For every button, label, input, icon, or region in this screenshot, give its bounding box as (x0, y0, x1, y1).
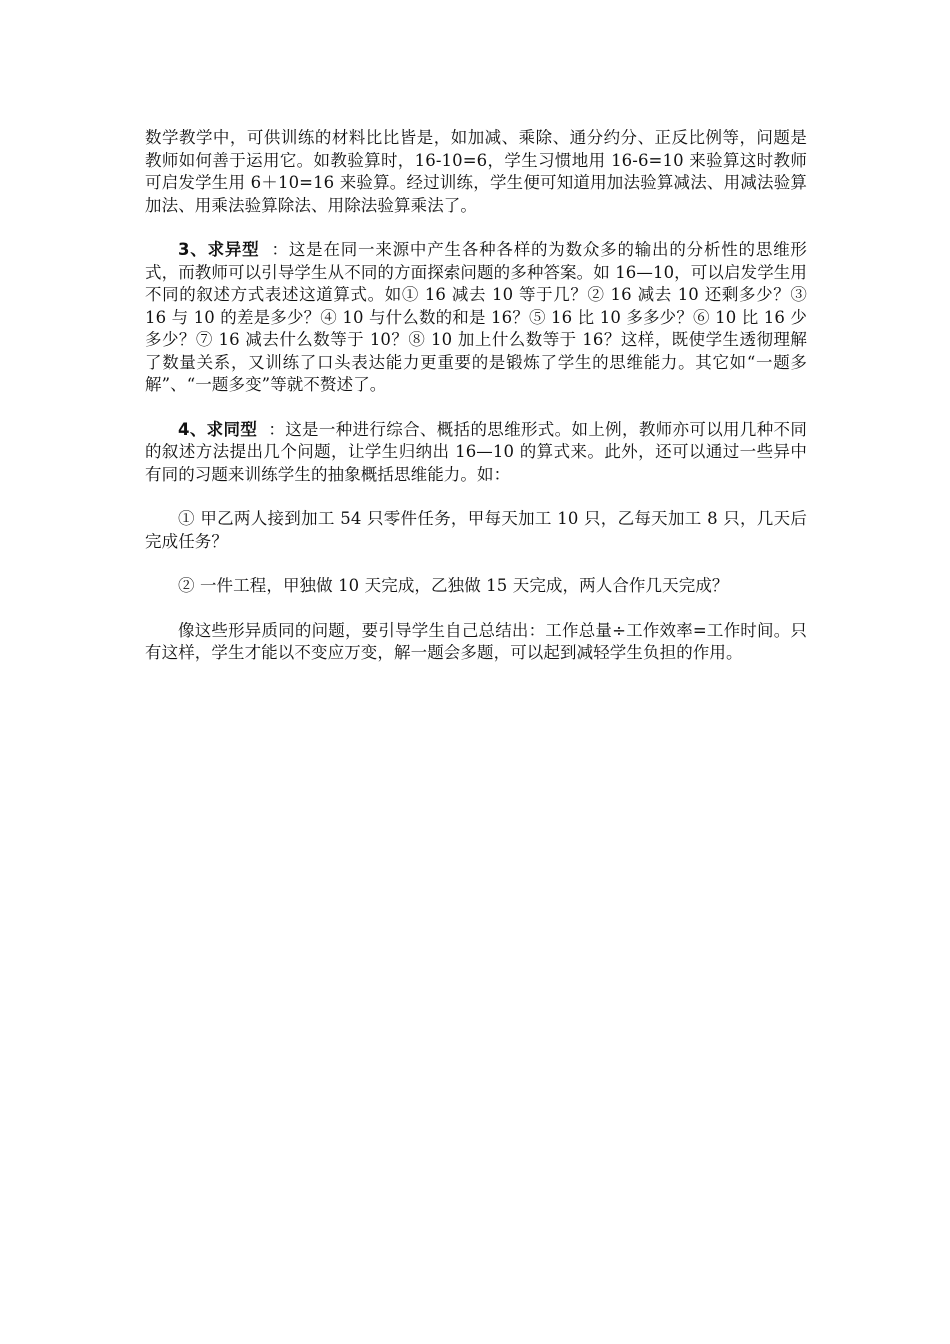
document-body (145, 127, 807, 665)
section-3-heading: 3、求异型 (178, 240, 260, 259)
section-3-body: 这是在同一来源中产生各种各样的为数众多的输出的分析性的思维形式，而教师可以引导学生从不同的方面探索问题的多种答案。如 16—10，可以启发学生用不同的叙述方式表述这道算式。如① 16 减去 10 等于几？② 16 减去 10 还剩多少？③ 16 与 10 的差是多少？④ 10 与什么数的和是 16？⑤ 16 比 10 多多少？⑥ 10 比 16 少多少？⑦ 16 减去什么数等于 10？⑧ 10 加上什么数等于 16？这样，既使学生透彻理解了数量关系，又训练了口头表达能力更重要的是锻炼了学生的思维能力。其它如“一题多解”、“一题多变”等就不赘述了。 (145, 240, 808, 394)
conclusion-paragraph: 像这些形异质同的问题，要引导学生自己总结出：工作总量÷工作效率=工作时间。只有这样，学生才能以不变应万变，解一题会多题，可以起到减轻学生负担的作用。 (145, 620, 807, 662)
section-4-heading: 4、求同型 (178, 419, 258, 439)
problem-1-paragraph: ① 甲乙两人接到加工 54 只零件任务，甲每天加工 10 只，乙每天加工 8 只，几天后完成任务？ (145, 509, 807, 551)
section-4-paragraph (145, 419, 807, 487)
section-3-separator: ： (259, 240, 289, 259)
section-4-separator: ： (257, 419, 286, 439)
problem-2-paragraph: ② 一件工程，甲独做 10 天完成，乙独做 15 天完成，两人合作几天完成？ (178, 576, 729, 595)
intro-paragraph: 数学教学中，可供训练的材料比比皆是，如加减、乘除、通分约分、正反比例等，问题是教师如何善于运用它。如教验算时，16-10=6，学生习惯地用 16-6=10 来验算这时教师可启发学生用 6＋10=16 来验算。经过训练，学生便可知道用加法验算减法、用减法验算加法、用乘法验算除法、用除法验算乘法了。 (145, 128, 807, 215)
section-4-body: 这是一种进行综合、概括的思维形式。如上例，教师亦可以用几种不同的叙述方法提出几个问题，让学生归纳出 16—10 的算式来。此外，还可以通过一些异中有同的习题来训练学生的抽象概括思维能力。如： (145, 419, 807, 484)
section-3-paragraph (145, 239, 807, 397)
